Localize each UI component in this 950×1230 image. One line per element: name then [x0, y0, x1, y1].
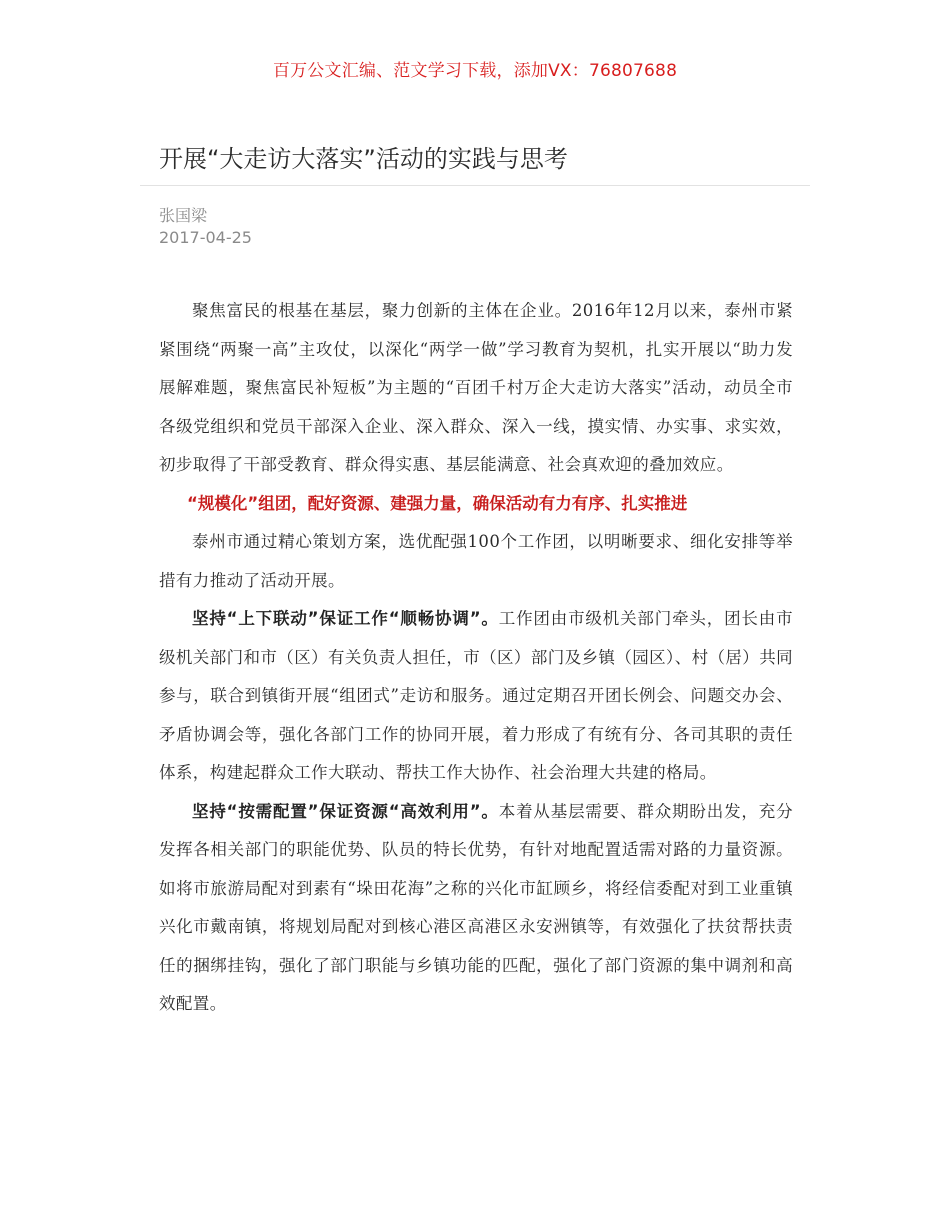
article-title: 开展“大走访大落实”活动的实践与思考 [159, 145, 568, 173]
article-author: 张国梁 [159, 206, 208, 225]
point-2-lead: 坚持“按需配置”保证资源“高效利用”。 [192, 801, 499, 821]
title-divider [140, 185, 810, 186]
section-intro-paragraph: 泰州市通过精心策划方案，选优配强100个工作团，以明晰要求、细化安排等举措有力推动了活动开展。 [159, 532, 793, 590]
section-heading: “规模化”组团，配好资源、建强力量，确保活动有力有序、扎实推进 [187, 493, 688, 513]
point-2-paragraph [159, 793, 793, 1024]
article-date: 2017-04-25 [159, 228, 252, 247]
intro-paragraph: 聚焦富民的根基在基层，聚力创新的主体在企业。2016年12月以来，泰州市紧紧围绕“两聚一高”主攻仗，以深化“两学一做”学习教育为契机，扎实开展以“助力发展解难题，聚焦富民补短板”为主题的“百团千村万企大走访大落实”活动，动员全市各级党组织和党员干部深入企业、深入群众、深入一线，摸实情、办实事、求实效，初步取得了干部受教育、群众得实惠、基层能满意、社会真欢迎的叠加效应。 [159, 301, 793, 474]
point-1-lead: 坚持“上下联动”保证工作“顺畅协调”。 [192, 609, 499, 628]
point-2-text: 本着从基层需要、群众期盼出发，充分发挥各相关部门的职能优势、队员的特长优势，有针对地配置适需对路的力量资源。如将市旅游局配对到素有“垛田花海”之称的兴化市缸顾乡，将经信委配对到工业重镇兴化市戴南镇，将规划局配对到核心港区高港区永安洲镇等，有效强化了扶贫帮扶责任的捆绑挂钩，强化了部门职能与乡镇功能的匹配，强化了部门资源的集中调剂和高效配置。 [159, 801, 793, 1013]
article-body [159, 292, 793, 1024]
promo-banner: 百万公文汇编、范文学习下载，添加VX：76807688 [272, 61, 678, 81]
point-1-text: 工作团由市级机关部门牵头，团长由市级机关部门和市（区）有关负责人担任，市（区）部门及乡镇（园区）、村（居）共同参与，联合到镇街开展“组团式”走访和服务。通过定期召开团长例会、问题交办会、矛盾协调会等，强化各部门工作的协同开展，着力形成了有统有分、各司其职的责任体系，构建起群众工作大联动、帮扶工作大协作、社会治理大共建的格局。 [159, 609, 793, 782]
point-1-paragraph [159, 600, 793, 793]
